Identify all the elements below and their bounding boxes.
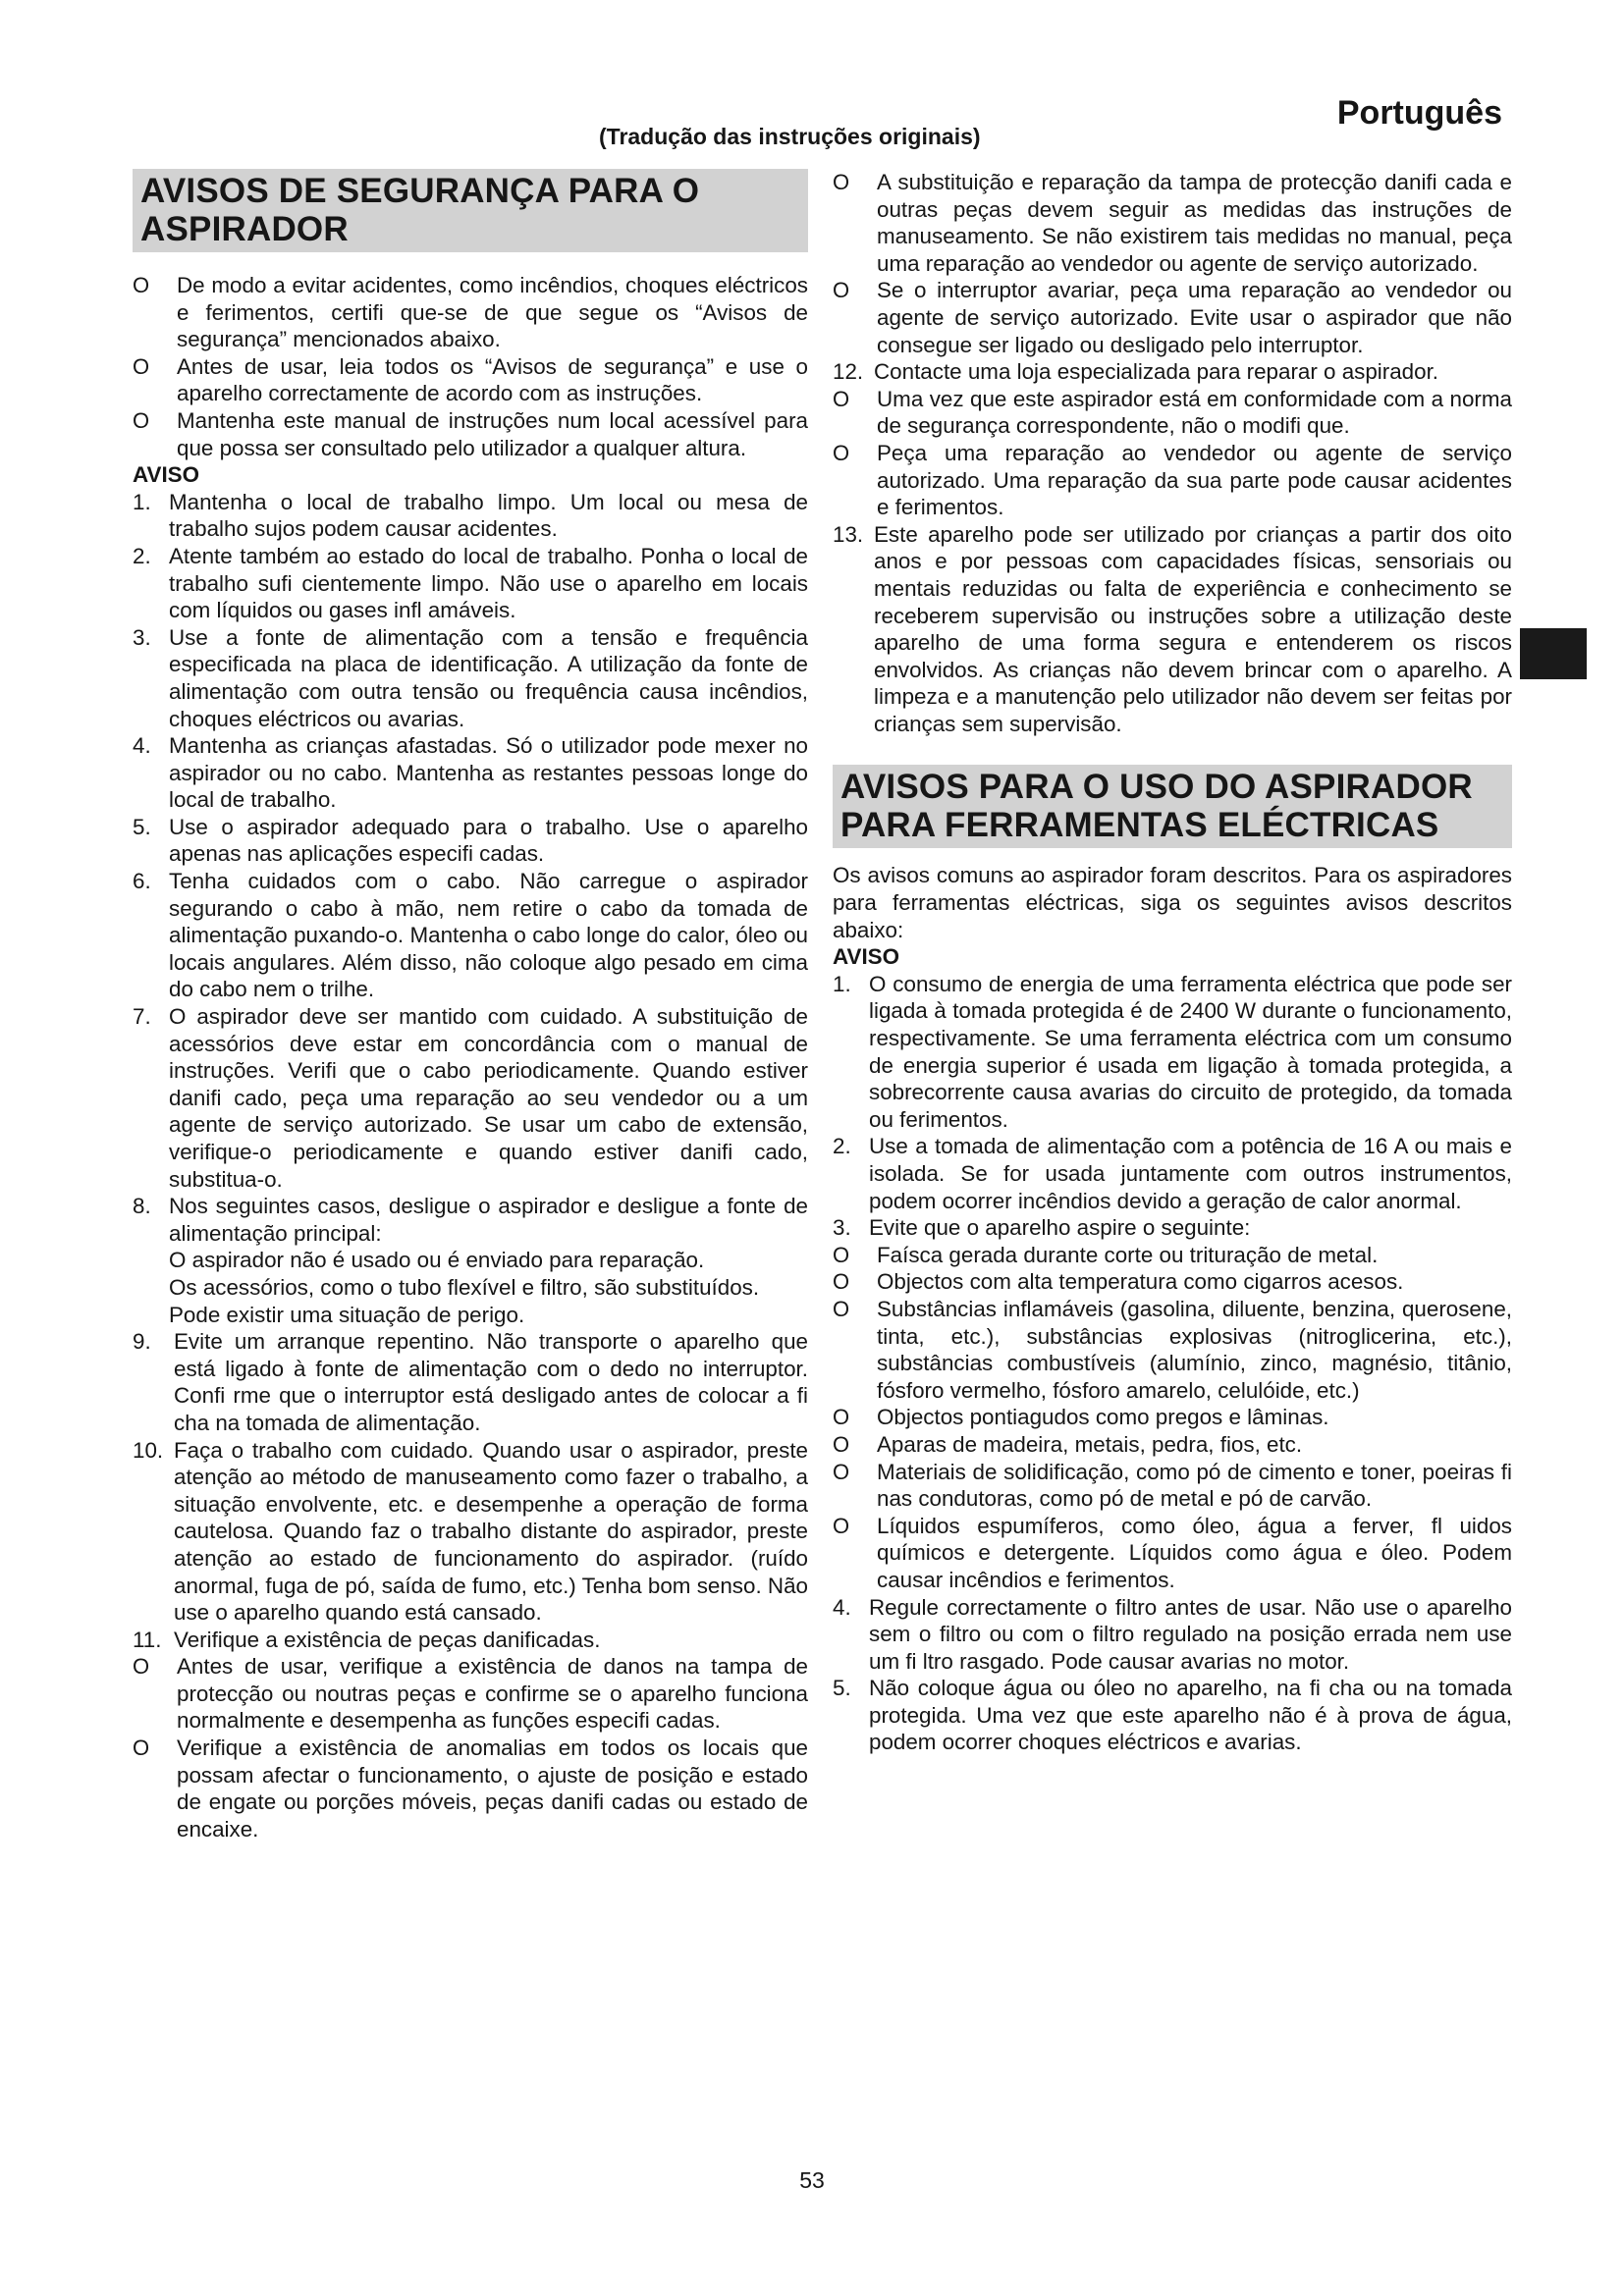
bullet-circle-icon: O (833, 1431, 850, 1457)
numbered-item: 5. Use o aspirador adequado para o trabalho. Use o aparelho apenas nas aplicações especifi cadas. (133, 814, 808, 867)
numbered-item: 13. Este aparelho pode ser utilizado por crianças a partir dos oito anos e por pessoas com capacidades físicas, sensoriais ou mentais reduzidas ou falta de experiência e conhecimento se receberem supervisão ou instruções sobre a utilização deste aparelho de uma forma segura e entenderem os riscos envolvidos. As crianças não devem brincar com o aparelho. A limpeza e a manutenção pelo utilizador não devem ser feitas por crianças sem supervisão. (833, 521, 1512, 736)
sub-item: Pode existir uma situação de perigo. (169, 1302, 525, 1327)
list-item: O Aparas de madeira, metais, pedra, fios, etc. (833, 1431, 1303, 1457)
bullet-circle-icon: O (833, 1296, 850, 1321)
bullet-circle-icon: O (833, 1405, 850, 1430)
numbered-item: 5. Não coloque água ou óleo no aparelho, na fi cha ou na tomada protegida. Uma vez que este aparelho não é à prova de água, podem ocorrer choques eléctricos e avarias. (833, 1676, 1512, 1755)
numbered-item: 12. Contacte uma loja especializada para reparar o aspirador. (833, 359, 1439, 385)
numbered-item: 4. Regule correctamente o filtro antes de usar. Não use o aparelho sem o filtro ou com o filtro regulado na posição errada nem use um fi ltro rasgado. Pode causar avarias no motor. (833, 1594, 1512, 1674)
numbered-item: 1. O consumo de energia de uma ferramenta eléctrica que pode ser ligada à tomada protegida é de 2400 W durante o funcionamento, respectivamente. Se uma ferramenta eléctrica com um consumo de energia superior é usada em ligação à tomada protegida, a sobrecorrente causa avarias do circuito de protegido, da tomada ou ferimentos. (833, 971, 1512, 1132)
list-item: O Antes de usar, leia todos os “Avisos de segurança” e use o aparelho correctamente de acordo com as instruções. (133, 353, 808, 406)
numbered-item: 8. Nos seguintes casos, desligue o aspirador e desligue a fonte de alimentação principal: (133, 1194, 808, 1246)
list-item: O Antes de usar, verifique a existência de danos na tampa de protecção ou noutras peças e confirme se o aparelho funciona normalmente e desempenha as funções especifi cadas. (133, 1654, 808, 1734)
list-item: O Se o interruptor avariar, peça uma reparação ao vendedor ou agente de serviço autorizado. Evite usar o aspirador que não consegue ser ligado ou desligado pelo interruptor. (833, 278, 1512, 357)
list-item: O Líquidos espumíferos, como óleo, água a ferver, fl uidos químicos e detergente. Líquidos como água e óleo. Podem causar incêndios e ferimentos. (833, 1513, 1512, 1592)
bullet-circle-icon: O (833, 1269, 850, 1295)
bullet-circle-icon: O (133, 1735, 150, 1761)
numbered-item: 3. Use a fonte de alimentação com a tensão e frequência especificada na placa de identificação. A utilização da fonte de alimentação com outra tensão ou frequência causa incêndios, choques eléctricos ou avarias. (133, 624, 808, 731)
bullet-circle-icon: O (133, 353, 150, 379)
right-column (833, 169, 1512, 1756)
numbered-item: 3. Evite que o aparelho aspire o seguinte: (833, 1215, 1251, 1241)
bullet-circle-icon: O (133, 273, 150, 297)
list-item: O A substituição e reparação da tampa de protecção danifi cada e outras peças devem seguir as medidas das instruções de manuseamento. Se não existirem tais medidas no manual, peça uma reparação ao vendedor ou agente de serviço autorizado. (833, 170, 1512, 276)
list-item: O Mantenha este manual de instruções num local acessível para que possa ser consultado pelo utilizador a qualquer altura. (133, 407, 808, 460)
numbered-item: 2. Atente também ao estado do local de trabalho. Ponha o local de trabalho sufi cientemente limpo. Não use o aparelho em locais com líquidos ou gases infl amáveis. (133, 543, 808, 623)
bullet-circle-icon: O (133, 1654, 150, 1680)
numbered-item: 1. Mantenha o local de trabalho limpo. Um local ou mesa de trabalho sujos podem causar acidentes. (133, 489, 808, 542)
list-item: O Substâncias inflamáveis (gasolina, diluente, benzina, querosene, tinta, etc.), substâncias explosivas (nitroglicerina, etc.), substâncias combustíveis (alumínio, zinco, magnésio, titânio, fósforo vermelho, fósforo amarelo, celulóide, etc.) (833, 1296, 1512, 1403)
warning-label: AVISO (133, 462, 200, 488)
list-item: O Uma vez que este aspirador está em conformidade com a norma de segurança correspondente, não o modifi que. (833, 386, 1512, 439)
document-subtitle: (Tradução das instruções originais) (599, 124, 981, 149)
bullet-circle-icon: O (833, 440, 850, 465)
numbered-item: 2. Use a tomada de alimentação com a potência de 16 A ou mais e isolada. Se for usada juntamente com outros instrumentos, podem ocorrer incêndios devido a geração de calor anormal. (833, 1134, 1512, 1213)
language-title: Português (1336, 94, 1502, 132)
sub-item: O aspirador não é usado ou é enviado para reparação. (169, 1248, 705, 1273)
list-item: O De modo a evitar acidentes, como incêndios, choques eléctricos e ferimentos, certifi que-se de que segue os “Avisos de segurança” mencionados abaixo. (133, 273, 808, 352)
numbered-item: 11. Verifique a existência de peças danificadas. (133, 1627, 601, 1652)
language-tab-marker (1520, 628, 1587, 679)
list-item: O Objectos com alta temperatura como cigarros acesos. (833, 1269, 1404, 1295)
bullet-circle-icon: O (833, 1242, 850, 1267)
sub-item: Os acessórios, como o tubo flexível e filtro, são substituídos. (169, 1274, 760, 1300)
bullet-circle-icon: O (833, 1513, 850, 1538)
section-heading-safety: AVISOS DE SEGURANÇA PARA O ASPIRADOR (133, 169, 808, 252)
numbered-item: 6. Tenha cuidados com o cabo. Não carregue o aspirador segurando o cabo à mão, nem retire o cabo da tomada de alimentação puxando-o. Mantenha o cabo longe do calor, óleo ou locais angulares. Além disso, não coloque algo pesado em cima do cabo nem o trilhe. (133, 869, 808, 1002)
numbered-item: 10. Faça o trabalho com cuidado. Quando usar o aspirador, preste atenção ao método de manuseamento como fazer o trabalho, a situação envolvente, etc. e desempenhe a operação de forma cautelosa. Quando faz o trabalho distante do aspirador, preste atenção ao estado de funcionamento do aspirador. (ruído anormal, fuga de pó, saída de fumo, etc.) Tenha bom senso. Não use o aparelho quando está cansado. (133, 1437, 808, 1626)
list-item: O Verifique a existência de anomalias em todos os locais que possam afectar o funcionamento, o ajuste de posição e estado de engate ou porções móveis, peças danifi cadas ou estado de encaixe. (133, 1735, 808, 1842)
section-heading-power-tools: AVISOS PARA O USO DO ASPIRADOR PARA FERRAMENTAS ELÉCTRICAS (833, 765, 1512, 848)
bullet-circle-icon: O (833, 1459, 850, 1484)
list-item: O Objectos pontiagudos como pregos e lâminas. (833, 1405, 1329, 1430)
bullet-circle-icon: O (833, 386, 850, 411)
list-item: O Faísca gerada durante corte ou trituração de metal. (833, 1242, 1379, 1267)
list-item: O Materiais de solidificação, como pó de cimento e toner, poeiras fi nas condutoras, como pó de metal e pó de carvão. (833, 1459, 1512, 1512)
bullet-circle-icon: O (833, 170, 850, 194)
intro-paragraph: Os avisos comuns ao aspirador foram descritos. Para os aspiradores para ferramentas eléctricas, siga os seguintes avisos descritos abaixo: (833, 863, 1512, 942)
warning-label: AVISO (833, 944, 900, 970)
bullet-circle-icon: O (833, 278, 850, 303)
bullet-circle-icon: O (133, 407, 150, 433)
list-item: O Peça uma reparação ao vendedor ou agente de serviço autorizado. Uma reparação da sua parte pode causar acidentes e ferimentos. (833, 440, 1512, 520)
numbered-item: 4. Mantenha as crianças afastadas. Só o utilizador pode mexer no aspirador ou no cabo. Mantenha as restantes pessoas longe do local de trabalho. (133, 733, 808, 813)
page-number: 53 (799, 2167, 825, 2193)
numbered-item: 7. O aspirador deve ser mantido com cuidado. A substituição de acessórios deve estar em concordância com o manual de instruções. Verifi que o cabo periodicamente. Quando estiver danifi cado, peça uma reparação ao seu vendedor ou a um agente de serviço autorizado. Se usar um cabo de extensão, verifique-o periodicamente e quando estiver danifi cado, substitua-o. (133, 1004, 808, 1192)
left-column (133, 169, 808, 1842)
numbered-item: 9. Evite um arranque repentino. Não transporte o aparelho que está ligado à fonte de alimentação com o dedo no interruptor. Confi rme que o interruptor está desligado antes de colocar a fi cha na tomada de alimentação. (133, 1329, 808, 1435)
